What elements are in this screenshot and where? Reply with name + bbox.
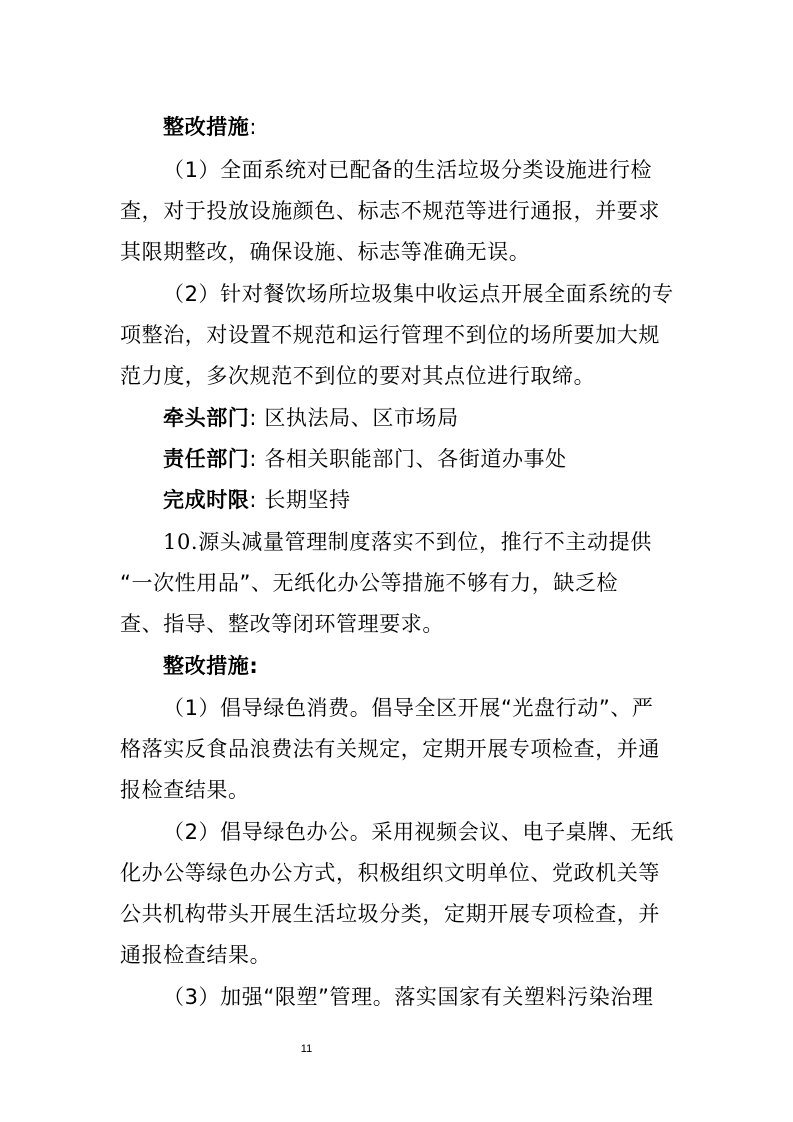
paragraph-line: 项整治，对设置不规范和运行管理不到位的场所要加大规 [120, 323, 660, 347]
deadline [163, 487, 690, 513]
paragraph-line: 公共机构带头开展生活垃圾分类，定期开展专项检查，并 [120, 902, 660, 926]
page-footer [0, 1043, 793, 1055]
deadline-label: 完成时限 [163, 488, 250, 512]
paragraph-line: 化办公等绿色办公方式，积极组织文明单位、党政机关等 [120, 861, 660, 885]
lead-department-value: : 区执法局、区市场局 [249, 406, 459, 430]
responsible-department-label: 责任部门 [163, 447, 250, 471]
paragraph-line: （1）全面系统对已配备的生活垃圾分类设施进行检 [163, 158, 653, 182]
paragraph-line: （2）倡导绿色办公。采用视频会议、电子桌牌、无纸 [163, 820, 674, 844]
issue-text: 源头减量管理制度落实不到位，推行不主动提供 [198, 530, 652, 554]
paragraph-line: 查，对于投放设施颜色、标志不规范等进行通报，并要求 [120, 199, 660, 223]
section-heading [163, 114, 690, 140]
issue-line [163, 529, 690, 555]
heading-colon: : [249, 115, 258, 139]
paragraph-line: （1）倡导绿色消费。倡导全区开展“光盘行动”、严 [163, 696, 654, 720]
paragraph-line: （2）针对餐饮场所垃圾集中收运点开展全面系统的专 [163, 282, 674, 306]
paragraph-line: （3）加强“限塑”管理。落实国家有关塑料污染治理 [163, 985, 654, 1009]
lead-department-label: 牵头部门 [163, 406, 250, 430]
issue-number: 10. [163, 530, 199, 554]
paragraph-line: “一次性用品”、无纸化办公等措施不够有力，缺乏检 [120, 571, 619, 595]
section-heading: 整改措施: [163, 654, 259, 678]
paragraph-line: 查、指导、整改等闭环管理要求。 [120, 612, 444, 636]
paragraph-line: 格落实反食品浪费法有关规定，定期开展专项检查，并通 [120, 737, 660, 761]
paragraph-line: 通报检查结果。 [120, 943, 272, 967]
deadline-value: : 长期坚持 [249, 488, 351, 512]
paragraph-line: 报检查结果。 [120, 778, 250, 802]
paragraph-line: 范力度，多次规范不到位的要对其点位进行取缔。 [120, 364, 596, 388]
responsible-department-value: : 各相关职能部门、各街道办事处 [249, 447, 567, 471]
paragraph-line: 其限期整改，确保设施、标志等准确无误。 [120, 240, 531, 264]
page-number: 11 [300, 1043, 313, 1055]
lead-department [163, 405, 690, 431]
heading-label: 整改措施 [163, 115, 250, 139]
responsible-department [163, 446, 690, 472]
